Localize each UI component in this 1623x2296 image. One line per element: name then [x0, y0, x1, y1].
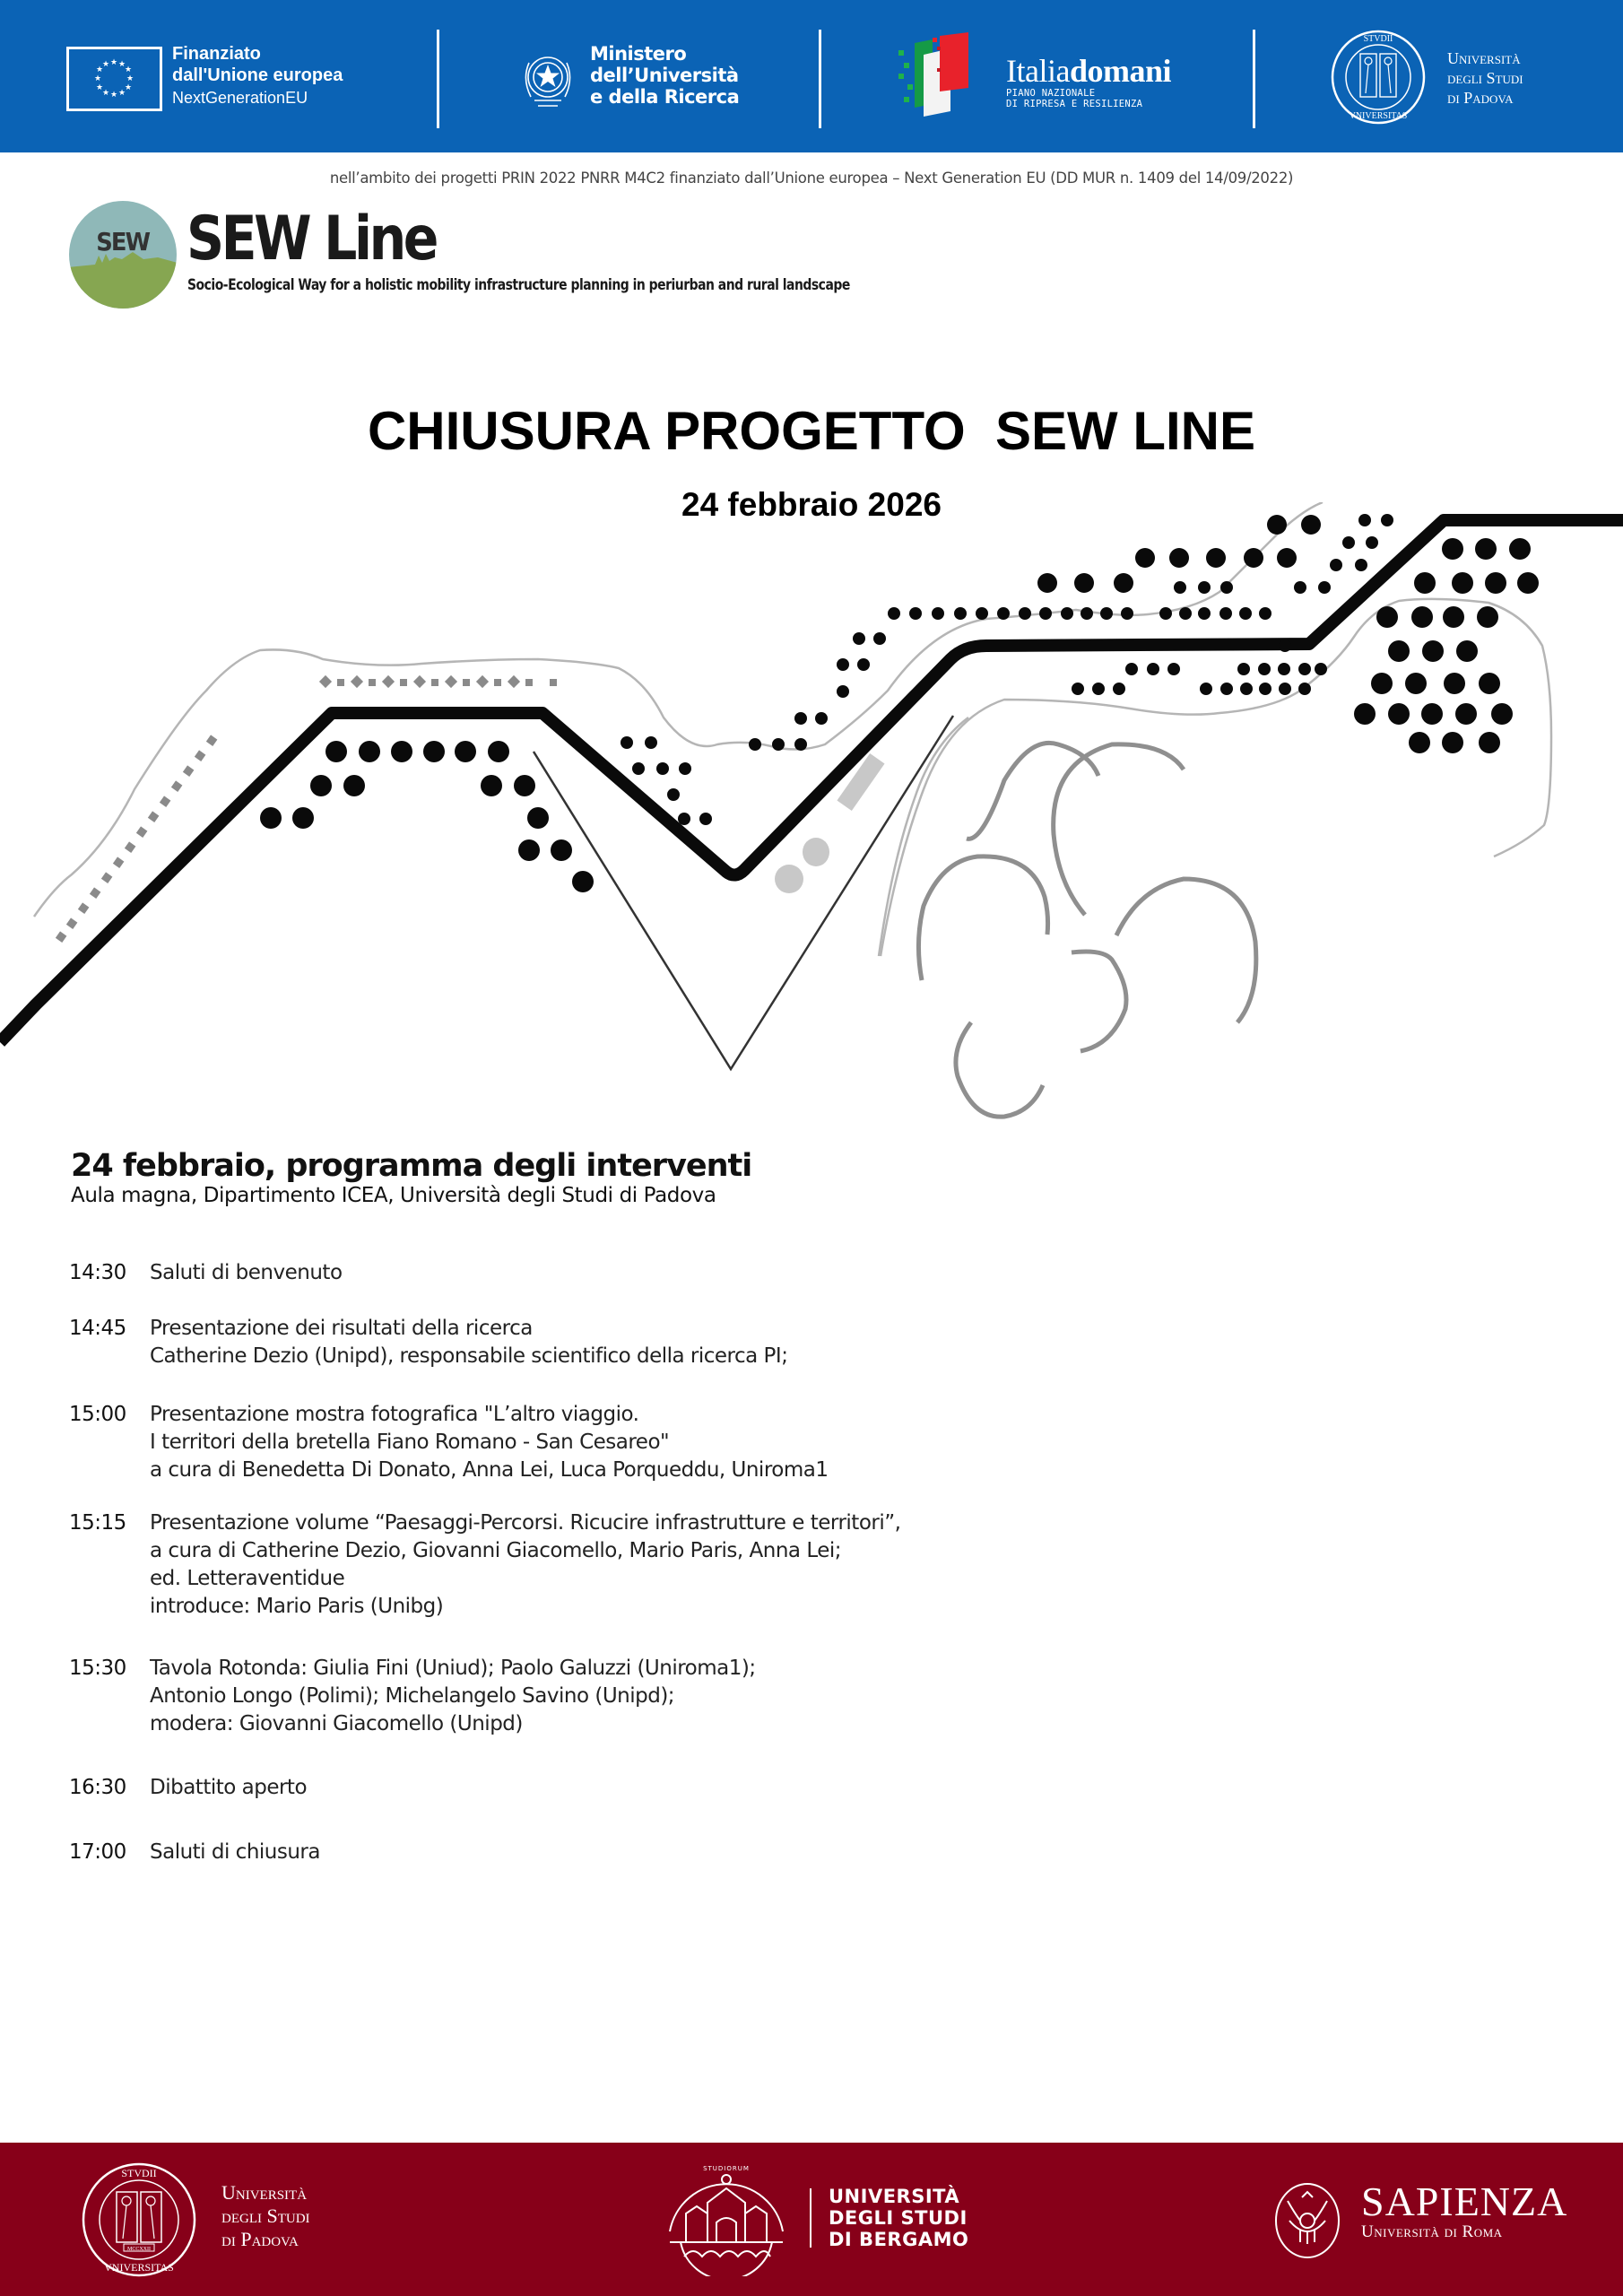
agenda-time: 15:00 [69, 1403, 126, 1426]
unibg-line-3: DI BERGAMO [829, 2229, 969, 2250]
unipd-label [1447, 48, 1523, 108]
unipd-footer-line-1: Università [221, 2181, 308, 2204]
svg-text:VNIVERSITAS: VNIVERSITAS [104, 2261, 174, 2274]
header-divider [819, 30, 821, 128]
agenda-description: Saluti di benvenuto [150, 1261, 343, 1284]
mur-line-2: dell’Università [590, 65, 739, 86]
svg-text:★: ★ [93, 74, 102, 83]
landscape-illustration [0, 502, 1623, 1130]
svg-text:STVDII: STVDII [121, 2167, 157, 2179]
svg-text:★: ★ [117, 89, 126, 98]
svg-text:★: ★ [109, 58, 118, 67]
brand-title: SEW Line [187, 204, 437, 274]
event-date: 24 febbraio 2026 [681, 486, 942, 523]
italian-republic-emblem-icon [518, 45, 577, 117]
svg-text:MCCXXII: MCCXXII [126, 2247, 152, 2252]
agenda-time: 15:30 [69, 1657, 126, 1680]
ministry-label [590, 43, 739, 108]
program-heading: 24 febbraio, programma degli interventi [71, 1148, 752, 1184]
eu-flag-icon [66, 47, 162, 111]
unibg-line-2: DEGLI STUDI [829, 2207, 968, 2229]
agenda-time: 15:15 [69, 1511, 126, 1535]
italiadomani-sub-2: DI RIPRESA E RESILIENZA [1006, 99, 1143, 109]
svg-text:★: ★ [95, 65, 104, 74]
svg-text:★: ★ [101, 60, 110, 69]
agenda-time: 14:45 [69, 1317, 126, 1340]
unibg-label [829, 2186, 968, 2250]
unibg-seal-icon [659, 2160, 794, 2281]
agenda-time: 14:30 [69, 1261, 126, 1284]
svg-text:VNIVERSITAS: VNIVERSITAS [1349, 111, 1408, 121]
program-venue: Aula magna, Dipartimento ICEA, Università degli Studi di Padova [71, 1184, 716, 1207]
agenda-description: Presentazione volume “Paesaggi-Percorsi. Ricucire infrastrutture e territori”, a cura di Catherine Dezio, Giovanni Giacomello, Mario Paris, Anna Lei; ed. Letteraventidue introduce: Mario Paris (Unibg) [150, 1511, 901, 1618]
agenda-description: Tavola Rotonda: Giulia Fini (Uniud); Paolo Galuzzi (Uniroma1); Antonio Longo (Polimi); Michelangelo Savino (Unipd); modera: Giovanni Giacomello (Unipd) [150, 1657, 756, 1735]
header-divider [437, 30, 439, 128]
svg-text:★: ★ [124, 65, 133, 74]
unipd-footer-line-2: degli Studi [221, 2205, 310, 2227]
unipd-line-3: di Padova [1447, 89, 1514, 107]
italiadomani-brand: Italiadomani [1006, 53, 1171, 89]
sew-logo-icon [68, 200, 178, 309]
agenda-time: 16:30 [69, 1776, 126, 1799]
eu-line-3: NextGenerationEU [172, 89, 308, 107]
partner-logos-header [0, 0, 1623, 152]
svg-text:★: ★ [117, 60, 126, 69]
svg-text:★: ★ [109, 91, 118, 100]
italiadomani-flag-icon [897, 32, 1004, 123]
svg-text:SEW: SEW [96, 228, 150, 257]
mur-line-3: e della Ricerca [590, 86, 740, 108]
agenda-description: Dibattito aperto [150, 1776, 308, 1799]
agenda-description: Saluti di chiusura [150, 1840, 320, 1864]
unibg-line-1: UNIVERSITÀ [829, 2186, 960, 2207]
mur-line-1: Ministero [590, 43, 687, 65]
unipd-footer-line-3: di Padova [221, 2228, 299, 2250]
italiadomani-sub-1: PIANO NAZIONALE [1006, 88, 1096, 99]
eu-funding-label [172, 43, 343, 109]
unipd-line-1: Università [1447, 49, 1521, 67]
svg-text:STVDII: STVDII [1363, 34, 1393, 44]
sapienza-label [1361, 2181, 1567, 2242]
eu-line-1: Finanziato [172, 44, 261, 64]
agenda-description: Presentazione mostra fotografica "L’altro viaggio. I territori della bretella Fiano Romano - San Cesareo" a cura di Benedetta Di Donato, Anna Lei, Luca Porqueddu, Uniroma1 [150, 1403, 829, 1482]
funding-statement: nell’ambito dei progetti PRIN 2022 PNRR M4C2 finanziato dall’Unione europea – Next Generation EU (DD MUR n. 1409 del 14/09/2022) [329, 170, 1294, 187]
eu-line-2: dall'Unione europea [172, 65, 343, 85]
sapienza-name: SAPIENZA [1361, 2179, 1568, 2224]
sapienza-subtitle: Università di Roma [1361, 2222, 1503, 2241]
svg-text:★: ★ [95, 83, 104, 92]
svg-text:STUDIORUM: STUDIORUM [703, 2165, 750, 2172]
agenda-time: 17:00 [69, 1840, 126, 1864]
agenda-description: Presentazione dei risultati della ricerca Catherine Dezio (Unipd), responsabile scientifico della ricerca PI; [150, 1317, 788, 1368]
sapienza-seal-icon [1273, 2181, 1341, 2265]
svg-text:★: ★ [101, 89, 110, 98]
unipd-seal-icon [1330, 29, 1427, 130]
svg-text:★: ★ [124, 83, 133, 92]
unibg-divider [810, 2188, 812, 2248]
brand-subtitle: Socio-Ecological Way for a holistic mobility infrastructure planning in periurban and rural landscape [187, 276, 850, 294]
unipd-line-2: degli Studi [1447, 69, 1523, 87]
italiadomani-label [1006, 54, 1171, 109]
svg-text:★: ★ [126, 74, 135, 83]
unipd-seal-icon [81, 2161, 197, 2283]
unipd-footer-label [221, 2181, 310, 2251]
event-title: CHIUSURA PROGETTO SEW LINE [367, 401, 1256, 461]
header-divider [1253, 30, 1255, 128]
